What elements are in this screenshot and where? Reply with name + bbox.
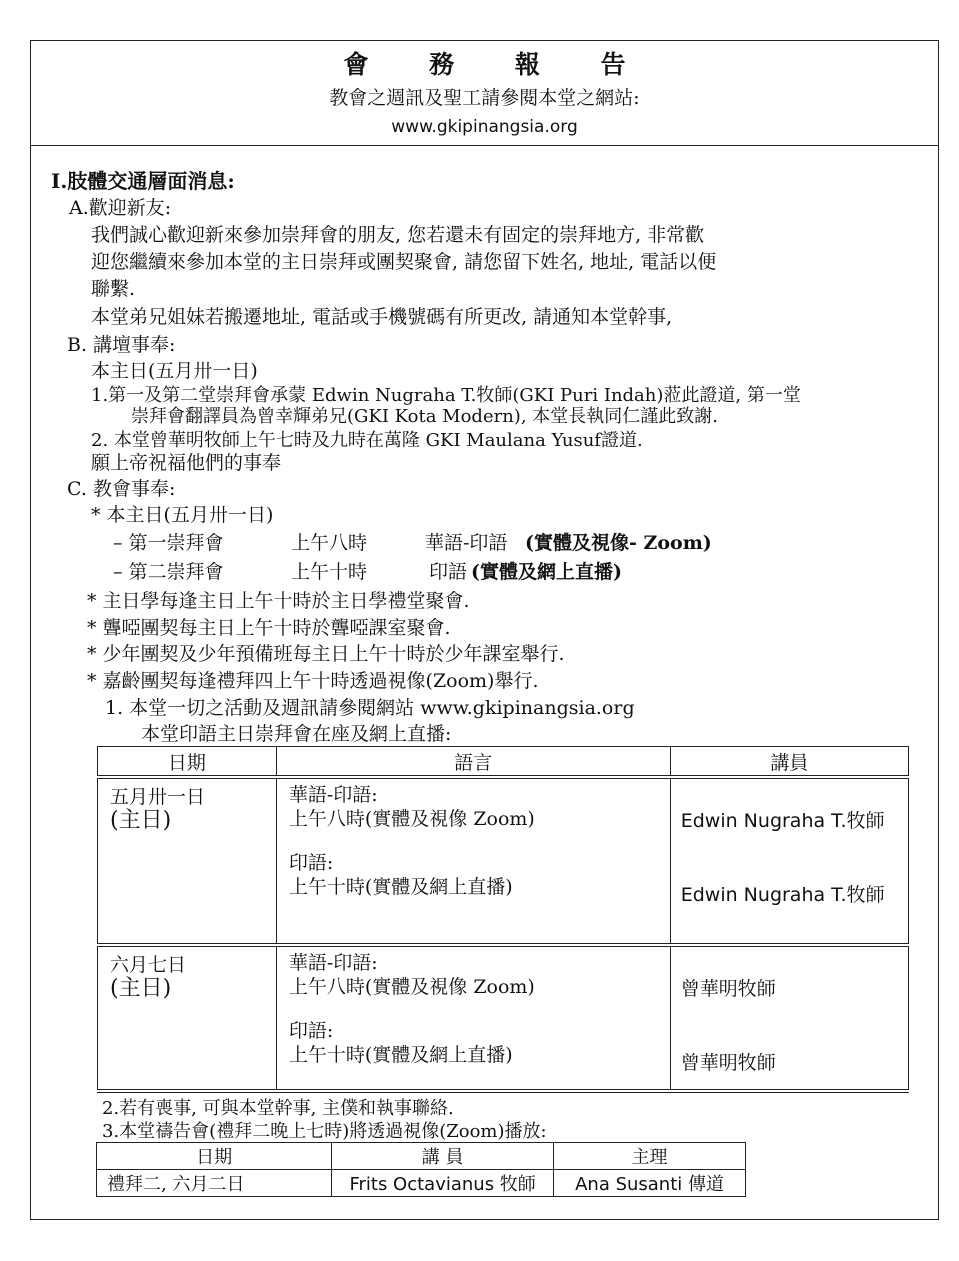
row-date: 六月七日 xyxy=(110,954,187,976)
note-youth-fellowship: * 少年團契及少年預備班每主日上午十時於少年課室舉行. xyxy=(87,643,565,665)
speaker-2: 曾華明牧師 xyxy=(680,1052,776,1074)
service-1-language: 華語-印語 xyxy=(425,532,508,554)
header-date: 日期 xyxy=(98,747,277,778)
prayer-header-host: 主理 xyxy=(554,1143,746,1170)
row-speaker-cell xyxy=(670,777,908,945)
speaker-1: 曾華明牧師 xyxy=(680,978,776,1000)
row-speaker-cell xyxy=(670,945,908,1091)
service-1-name: – 第一崇拜會 xyxy=(113,532,224,554)
table-row xyxy=(97,1170,746,1197)
welcome-line-3: 聯繫. xyxy=(91,278,136,300)
speaker-2: Edwin Nugraha T.牧師 xyxy=(680,884,885,906)
section-b-label: B. 講壇事奉: xyxy=(67,334,176,356)
blessing-line: 願上帝祝福他們的事奉 xyxy=(91,452,282,474)
service-2-language: 印語 xyxy=(429,561,468,583)
section-heading: I.肢體交通層面消息: xyxy=(51,169,235,193)
service-1-time: 上午八時 xyxy=(291,532,368,554)
lang-1-time: 上午八時(實體及視像 Zoom) xyxy=(288,808,535,830)
funeral-notice: 2.若有喪事, 可與本堂幹事, 主僕和執事聯絡. xyxy=(102,1098,454,1119)
prayer-date: 禮拜二, 六月二日 xyxy=(97,1170,332,1197)
note-deaf-fellowship: * 聾啞團契每主日上午十時於聾啞課室聚會. xyxy=(87,617,451,639)
schedule-table xyxy=(97,746,909,1093)
row-day: (主日) xyxy=(110,808,172,833)
note-senior-fellowship: * 嘉齡團契每逢禮拜四上午十時透過視像(Zoom)舉行. xyxy=(87,670,539,692)
row-language-cell xyxy=(276,777,670,945)
bulletin-header xyxy=(31,41,938,146)
prayer-table xyxy=(96,1142,746,1197)
livestream-notice: 本堂印語主日崇拜會在座及網上直播: xyxy=(141,723,452,745)
lang-2-label: 印語: xyxy=(288,852,334,874)
page-subtitle: 教會之週訊及聖工請參閱本堂之網站: xyxy=(329,87,640,109)
table-row xyxy=(98,945,909,1091)
row-date: 五月卅一日 xyxy=(110,786,206,808)
row-date-cell xyxy=(98,945,277,1091)
lang-2-time: 上午十時(實體及網上直播) xyxy=(288,1044,513,1066)
section-a-label: A.歡迎新友: xyxy=(69,197,172,219)
pulpit-item-1-line-1: 1.第一及第二堂崇拜會承蒙 Edwin Nugraha T.牧師(GKI Puri Indah)蒞此證道, 第一堂 xyxy=(91,385,801,406)
lang-2-time: 上午十時(實體及網上直播) xyxy=(288,876,513,898)
website-notice: 1. 本堂一切之活動及週訊請參閱網站 www.gkipinangsia.org xyxy=(105,697,635,719)
pulpit-item-1-line-2: 崇拜會翻譯員為曾幸輝弟兄(GKI Kota Modern), 本堂長執同仁謹此致謝. xyxy=(131,406,718,427)
welcome-line-2: 迎您繼續來參加本堂的主日崇拜或團契聚會, 請您留下姓名, 地址, 電話以便 xyxy=(91,251,717,273)
prayer-header-speaker: 講 員 xyxy=(332,1143,554,1170)
lang-1-label: 華語-印語: xyxy=(288,784,378,806)
service-2-time: 上午十時 xyxy=(291,561,368,583)
header-language: 語言 xyxy=(276,747,670,778)
lang-1-time: 上午八時(實體及視像 Zoom) xyxy=(288,976,535,998)
prayer-speaker: Frits Octavianus 牧師 xyxy=(332,1170,554,1197)
pulpit-item-2: 2. 本堂曾華明牧師上午七時及九時在萬隆 GKI Maulana Yusuf證道. xyxy=(91,430,643,451)
table-row xyxy=(98,777,909,945)
service-sunday: * 本主日(五月卅一日) xyxy=(91,504,274,526)
row-date-cell xyxy=(98,777,277,945)
prayer-header-date: 日期 xyxy=(97,1143,332,1170)
row-day: (主日) xyxy=(110,976,172,1001)
website-link[interactable]: www.gkipinangsia.org xyxy=(391,117,578,137)
lang-1-label: 華語-印語: xyxy=(288,952,378,974)
prayer-meeting-notice: 3.本堂禱告會(禮拜二晚上七時)將透過視像(Zoom)播放: xyxy=(102,1121,547,1142)
table-header-row xyxy=(97,1143,746,1170)
row-language-cell xyxy=(276,945,670,1091)
service-1-mode: (實體及視像- Zoom) xyxy=(525,532,712,554)
pulpit-sunday: 本主日(五月卅一日) xyxy=(91,360,258,382)
service-2-name: – 第二崇拜會 xyxy=(113,561,224,583)
note-sunday-school: * 主日學每逢主日上午十時於主日學禮堂聚會. xyxy=(87,590,470,612)
table-header-row xyxy=(98,747,909,778)
service-2-mode: (實體及網上直播) xyxy=(471,561,622,583)
prayer-host: Ana Susanti 傳道 xyxy=(554,1170,746,1197)
address-change-notice: 本堂弟兄姐妹若搬遷地址, 電話或手機號碼有所更改, 請通知本堂幹事, xyxy=(91,306,673,328)
section-c-label: C. 教會事奉: xyxy=(67,478,176,500)
page-title: 會 務 報 告 xyxy=(343,50,652,79)
header-speaker: 講員 xyxy=(670,747,908,778)
lang-2-label: 印語: xyxy=(288,1020,334,1042)
speaker-1: Edwin Nugraha T.牧師 xyxy=(680,810,885,832)
welcome-line-1: 我們誠心歡迎新來參加崇拜會的朋友, 您若還未有固定的崇拜地方, 非常歡 xyxy=(91,224,705,246)
